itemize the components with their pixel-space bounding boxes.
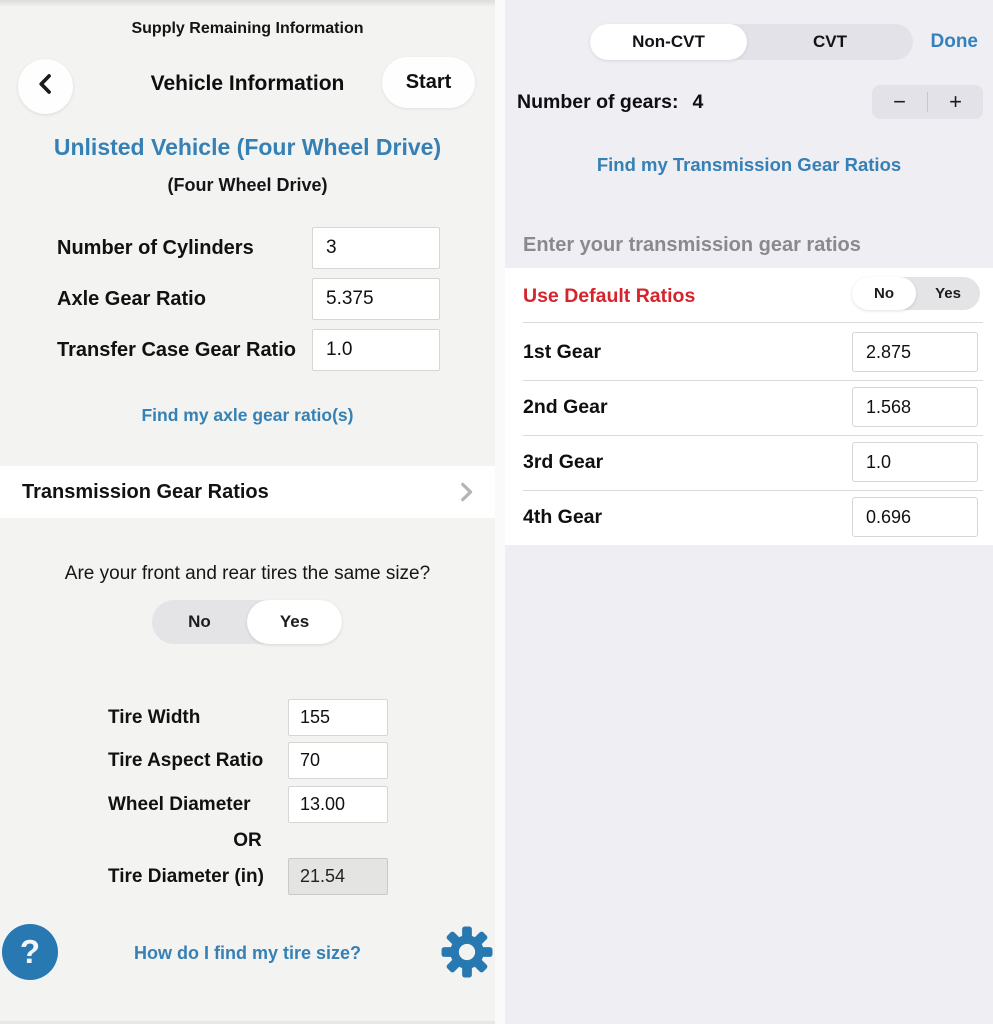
field-label-tire-width: Tire Width bbox=[108, 706, 201, 728]
row-divider bbox=[523, 380, 983, 381]
field-label-tire-aspect-ratio: Tire Aspect Ratio bbox=[108, 749, 264, 771]
axle-ratio-input[interactable] bbox=[312, 278, 440, 320]
find-axle-ratio-link[interactable]: Find my axle gear ratio(s) bbox=[141, 405, 354, 425]
stepper-minus-button[interactable]: − bbox=[893, 89, 906, 114]
stepper-plus-button[interactable]: + bbox=[949, 89, 962, 114]
gear-row-label: 1st Gear bbox=[523, 340, 602, 363]
chevron-right-icon bbox=[453, 479, 479, 505]
tire-diameter-input bbox=[288, 858, 388, 895]
field-label-wheel-diameter: Wheel Diameter bbox=[108, 793, 251, 815]
gear-4-input[interactable] bbox=[852, 497, 978, 537]
question-mark-icon: ? bbox=[19, 933, 41, 970]
default-ratios-toggle[interactable] bbox=[852, 277, 980, 310]
tire-width-input[interactable] bbox=[288, 699, 388, 736]
find-tire-size-link[interactable]: How do I find my tire size? bbox=[133, 943, 362, 963]
use-default-ratios-label: Use Default Ratios bbox=[523, 285, 696, 307]
start-button[interactable]: Start bbox=[382, 57, 475, 108]
page-title: Vehicle Information bbox=[150, 72, 345, 95]
gear-ratios-table bbox=[505, 268, 993, 545]
field-label-cylinders: Number of Cylinders bbox=[57, 236, 254, 259]
settings-button[interactable] bbox=[441, 926, 493, 978]
gear-row-label: 2nd Gear bbox=[523, 395, 608, 418]
segment-cvt[interactable]: CVT bbox=[813, 32, 847, 51]
default-ratios-toggle-no[interactable]: No bbox=[874, 285, 894, 302]
vehicle-name: Unlisted Vehicle (Four Wheel Drive) bbox=[53, 134, 442, 160]
number-of-gears-label: Number of gears: bbox=[517, 90, 679, 113]
gear-3-input[interactable] bbox=[852, 442, 978, 482]
vehicle-subtitle: (Four Wheel Drive) bbox=[167, 175, 328, 195]
row-divider bbox=[523, 322, 983, 323]
tire-size-question: Are your front and rear tires the same size? bbox=[64, 563, 431, 584]
same-size-toggle-no[interactable]: No bbox=[188, 612, 211, 631]
default-ratios-toggle-yes[interactable]: Yes bbox=[935, 285, 961, 302]
done-button[interactable]: Done bbox=[930, 31, 978, 52]
number-of-gears-value: 4 bbox=[692, 90, 704, 113]
field-label-transfer-case-ratio: Transfer Case Gear Ratio bbox=[57, 338, 296, 361]
transfer-case-ratio-input[interactable] bbox=[312, 329, 440, 371]
or-label: OR bbox=[233, 830, 262, 851]
screen-divider bbox=[495, 0, 505, 1024]
transmission-ratios-screen bbox=[505, 0, 993, 1024]
field-label-axle-ratio: Axle Gear Ratio bbox=[57, 287, 206, 310]
tire-aspect-ratio-input[interactable] bbox=[288, 742, 388, 779]
number-of-gears-row bbox=[517, 85, 703, 119]
section-header: Enter your transmission gear ratios bbox=[523, 234, 861, 256]
cvt-segmented-control[interactable] bbox=[590, 24, 913, 60]
same-size-toggle-yes[interactable]: Yes bbox=[279, 612, 310, 631]
row-divider bbox=[523, 435, 983, 436]
transmission-row-label: Transmission Gear Ratios bbox=[22, 480, 269, 503]
row-divider bbox=[523, 490, 983, 491]
same-size-toggle[interactable] bbox=[152, 600, 342, 644]
gears-stepper[interactable] bbox=[872, 85, 983, 119]
find-transmission-ratios-link[interactable]: Find my Transmission Gear Ratios bbox=[596, 154, 902, 175]
field-label-tire-diameter: Tire Diameter (in) bbox=[108, 865, 264, 887]
cylinders-input[interactable] bbox=[312, 227, 440, 269]
transmission-gear-ratios-row[interactable] bbox=[0, 466, 495, 518]
vehicle-information-screen bbox=[0, 0, 495, 1024]
gear-icon bbox=[441, 965, 493, 982]
segment-non-cvt[interactable]: Non-CVT bbox=[632, 32, 705, 51]
gear-1-input[interactable] bbox=[852, 332, 978, 372]
gear-row-label: 3rd Gear bbox=[523, 450, 604, 473]
sheet-title: Supply Remaining Information bbox=[131, 20, 364, 37]
gear-row-label: 4th Gear bbox=[523, 505, 603, 528]
wheel-diameter-input[interactable] bbox=[288, 786, 388, 823]
gear-2-input[interactable] bbox=[852, 387, 978, 427]
